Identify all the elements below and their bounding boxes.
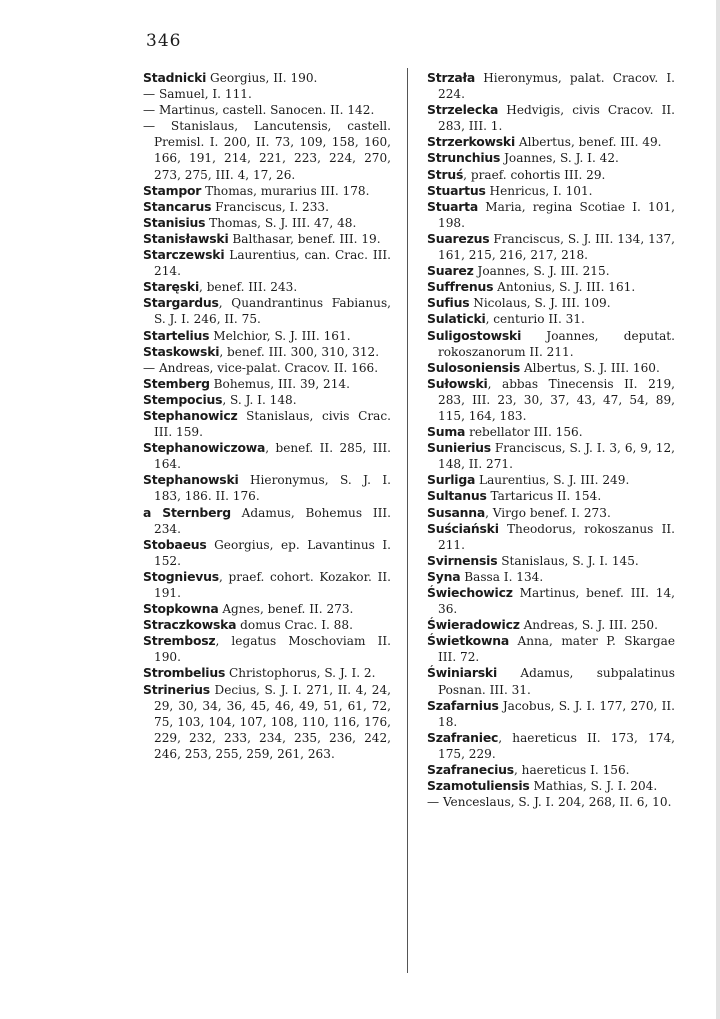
entry-text: , Quandrantinus Fabianus, S. J. I. 246, II. 75.	[154, 296, 391, 327]
index-entry	[427, 328, 675, 360]
entry-text: Antonius, S. J. III. 161.	[493, 280, 636, 295]
entry-headword: Strzała	[427, 70, 476, 85]
entry-headword: Straczkowska	[143, 617, 237, 633]
entry-headword: Stampor	[143, 182, 202, 198]
index-entry	[143, 408, 391, 440]
entry-text: — Stanislaus, Lancutensis, castell. Premisl. I. 200, II. 73, 109, 158, 160, 166, 191, 214, 221, 223, 224, 270, 273, 275, III. 4, 17, 26.	[143, 119, 391, 182]
entry-headword: Stempocius	[143, 391, 223, 407]
entry-text: , legatus Moschoviam II. 190.	[154, 634, 391, 665]
index-entry	[143, 617, 391, 633]
index-entry	[143, 537, 391, 569]
entry-text: Franciscus, I. 233.	[211, 199, 329, 214]
entry-headword: Świetkowna	[427, 633, 509, 649]
index-entry	[427, 633, 675, 665]
entry-headword: Suffrenus	[427, 279, 494, 295]
index-entry	[143, 247, 391, 279]
entry-text: Balthasar, benef. III. 19.	[228, 231, 381, 246]
index-entry	[143, 569, 391, 601]
entry-text: , benef. II. 285, III. 164.	[154, 441, 391, 472]
entry-text: Maria, regina Scotiae I. 101, 198.	[438, 199, 675, 230]
page-edge	[716, 0, 720, 1019]
entry-text: Bassa I. 134.	[460, 569, 544, 584]
index-entry	[143, 665, 391, 681]
entry-text: Georgius, ep. Lavantinus I. 152.	[154, 537, 391, 568]
entry-headword: Stanisius	[143, 214, 206, 230]
index-entry	[427, 279, 675, 295]
entry-headword: a Sternberg	[143, 504, 231, 520]
entry-headword: Szafranecius	[427, 762, 514, 778]
index-entry	[427, 521, 675, 553]
entry-headword: Susanna	[427, 504, 486, 520]
entry-headword: Strzelecka	[427, 102, 499, 118]
entry-headword: Suściański	[427, 520, 499, 536]
entry-headword: Stargardus	[143, 295, 219, 311]
entry-text: Jacobus, S. J. I. 177, 270, II. 18.	[438, 698, 675, 729]
entry-text: , haereticus II. 173, 174, 175, 229.	[438, 730, 675, 761]
index-entry	[143, 70, 391, 86]
entry-headword: Stancarus	[143, 198, 212, 214]
entry-headword: Stephanowicz	[143, 407, 238, 423]
page-number: 346	[146, 31, 182, 51]
entry-text: Decius, S. J. I. 271, II. 4, 24, 29, 30, 34, 36, 45, 46, 49, 51, 61, 72, 75, 103, 104, 107, 108, 110, 116, 176, 229, 232, 233, 234, 235, 236, 242, 246, 253, 255, 259, 261, 263.	[154, 682, 391, 761]
index-entry	[143, 231, 391, 247]
index-entry	[143, 601, 391, 617]
entry-headword: Startelius	[143, 327, 210, 343]
entry-headword: Staskowski	[143, 343, 220, 359]
entry-text: Hedvigis, civis Cracov. II. 283, III. 1.	[438, 103, 675, 134]
index-entry	[143, 118, 391, 182]
index-entry	[427, 778, 675, 794]
index-entry	[427, 665, 675, 697]
index-entry	[427, 505, 675, 521]
entry-headword: Suligostowski	[427, 327, 522, 343]
index-entry	[143, 360, 391, 376]
index-entry	[143, 199, 391, 215]
entry-headword: Strombelius	[143, 665, 226, 681]
entry-text: , Virgo benef. I. 273.	[485, 505, 611, 520]
entry-headword: Stuartus	[427, 182, 486, 198]
entry-text: , praef. cohort. Kozakor. II. 191.	[154, 569, 391, 600]
index-entry	[427, 440, 675, 472]
entry-text: , abbas Tinecensis II. 219, 283, III. 23, 30, 37, 43, 47, 54, 89, 115, 164, 183.	[438, 376, 675, 423]
index-entry	[143, 183, 391, 199]
index-entry	[143, 472, 391, 504]
entry-headword: Staręski	[143, 279, 199, 295]
entry-text: Stanislaus, civis Crac. III. 159.	[154, 408, 391, 440]
index-entry	[143, 215, 391, 231]
entry-headword: Strunchius	[427, 150, 501, 166]
entry-headword: Szafraniec	[427, 729, 499, 745]
entry-headword: Stognievus	[143, 568, 219, 584]
entry-text: Theodorus, rokoszanus II. 211.	[438, 521, 675, 552]
entry-text: — Martinus, castell. Sanocen. II. 142.	[143, 103, 375, 118]
index-entry	[427, 150, 675, 166]
entry-headword: Struś	[427, 166, 464, 182]
column-divider	[407, 68, 408, 973]
entry-headword: Szamotuliensis	[427, 778, 530, 794]
index-entry	[143, 328, 391, 344]
index-entry	[143, 86, 391, 102]
entry-headword: Suarez	[427, 263, 474, 279]
index-column-left	[143, 70, 391, 762]
index-entry	[427, 102, 675, 134]
entry-text: Melchior, S. J. III. 161.	[209, 328, 351, 343]
index-entry	[427, 794, 675, 810]
index-entry	[143, 633, 391, 665]
entry-headword: Stephanowiczowa	[143, 440, 266, 456]
index-entry	[427, 183, 675, 199]
entry-text: Adamus, subpalatinus Posnan. III. 31.	[438, 666, 675, 697]
index-entry	[427, 376, 675, 424]
entry-headword: Sunierius	[427, 440, 491, 456]
index-entry	[427, 617, 675, 633]
entry-text: Hieronymus, palat. Cracov. I. 224.	[438, 71, 675, 102]
index-entry	[427, 199, 675, 231]
entry-headword: Sufius	[427, 295, 470, 311]
entry-headword: Świniarski	[427, 665, 498, 681]
entry-headword: Stobaeus	[143, 536, 207, 552]
index-entry	[427, 295, 675, 311]
index-entry	[427, 231, 675, 263]
index-entry	[143, 279, 391, 295]
entry-text: , S. J. I. 148.	[222, 392, 297, 407]
entry-text: Anna, mater P. Skargae III. 72.	[438, 634, 675, 665]
entry-text: Christophorus, S. J. I. 2.	[225, 666, 376, 681]
entry-headword: Stopkowna	[143, 601, 219, 617]
entry-text: domus Crac. I. 88.	[236, 618, 353, 633]
entry-headword: Suma	[427, 424, 466, 440]
entry-text: Franciscus, S. J. I. 3, 6, 9, 12, 148, II. 271.	[438, 441, 675, 472]
index-entry	[143, 295, 391, 327]
entry-text: Joannes, S. J. III. 215.	[473, 264, 610, 279]
index-entry	[427, 698, 675, 730]
index-entry	[427, 70, 675, 102]
entry-text: Tartaricus II. 154.	[486, 489, 602, 504]
index-entry	[427, 730, 675, 762]
entry-text: Hieronymus, S. J. I. 183, 186. II. 176.	[154, 473, 391, 504]
entry-text: Stanislaus, S. J. I. 145.	[497, 553, 639, 568]
entry-headword: Strinerius	[143, 681, 210, 697]
entry-text: Albertus, benef. III. 49.	[515, 135, 662, 150]
entry-text: Mathias, S. J. I. 204.	[529, 779, 658, 794]
entry-headword: Strembosz	[143, 633, 216, 649]
entry-headword: Sulosoniensis	[427, 359, 521, 375]
entry-text: Andreas, S. J. III. 250.	[519, 618, 658, 633]
entry-headword: Świeradowicz	[427, 617, 520, 633]
entry-text: Georgius, II. 190.	[206, 71, 318, 85]
entry-text: , benef. III. 243.	[199, 280, 298, 295]
index-entry	[427, 134, 675, 150]
entry-text: Thomas, S. J. III. 47, 48.	[205, 215, 357, 230]
entry-text: Bohemus, III. 39, 214.	[209, 376, 350, 391]
index-entry	[143, 440, 391, 472]
entry-text: Joannes, S. J. I. 42.	[500, 151, 619, 166]
entry-headword: Suarezus	[427, 230, 490, 246]
entry-text: Nicolaus, S. J. III. 109.	[469, 296, 611, 311]
index-entry	[427, 263, 675, 279]
index-entry	[427, 472, 675, 488]
index-entry	[427, 167, 675, 183]
entry-headword: Stephanowski	[143, 472, 239, 488]
index-entry	[143, 392, 391, 408]
index-entry	[143, 505, 391, 537]
entry-text: Albertus, S. J. III. 160.	[520, 360, 660, 375]
index-entry	[427, 424, 675, 440]
entry-text: Franciscus, S. J. III. 134, 137, 161, 215, 216, 217, 218.	[438, 231, 675, 263]
entry-headword: Sulaticki	[427, 311, 486, 327]
entry-headword: Surliga	[427, 472, 476, 488]
entry-text: rebellator III. 156.	[465, 425, 583, 440]
entry-text: , centurio II. 31.	[485, 312, 585, 327]
entry-text: Agnes, benef. II. 273.	[218, 602, 354, 617]
entry-text: Laurentius, can. Crac. III. 214.	[154, 248, 391, 279]
entry-headword: Świechowicz	[427, 585, 513, 600]
index-entry	[143, 376, 391, 392]
entry-headword: Stadnicki	[143, 70, 207, 85]
index-entry	[143, 102, 391, 118]
index-entry	[143, 344, 391, 360]
entry-headword: Syna	[427, 568, 461, 584]
entry-headword: Strzerkowski	[427, 134, 516, 150]
index-entry	[427, 569, 675, 585]
index-entry	[143, 682, 391, 762]
entry-text: , praef. cohortis III. 29.	[463, 167, 606, 182]
index-entry	[427, 360, 675, 376]
entry-text: Adamus, Bohemus III. 234.	[154, 505, 392, 536]
index-entry	[427, 488, 675, 504]
entry-text: Thomas, murarius III. 178.	[201, 183, 370, 198]
index-entry	[427, 311, 675, 327]
entry-text: — Samuel, I. 111.	[143, 87, 252, 102]
index-column-right	[427, 70, 675, 810]
entry-text: , haereticus I. 156.	[513, 763, 630, 778]
entry-text: Henricus, I. 101.	[485, 183, 593, 198]
entry-headword: Szafarnius	[427, 697, 499, 713]
entry-headword: Starczewski	[143, 247, 225, 263]
entry-text: — Venceslaus, S. J. I. 204, 268, II. 6, 10.	[427, 795, 672, 810]
entry-headword: Svirnensis	[427, 552, 498, 568]
entry-headword: Stemberg	[143, 375, 210, 391]
entry-text: Martinus, benef. III. 14, 36.	[438, 586, 675, 617]
index-entry	[427, 585, 675, 617]
entry-headword: Sułowski	[427, 375, 488, 391]
entry-headword: Stanisławski	[143, 230, 229, 246]
index-entry	[427, 762, 675, 778]
index-entry	[427, 553, 675, 569]
entry-headword: Stuarta	[427, 198, 479, 214]
entry-text: Laurentius, S. J. III. 249.	[475, 473, 630, 488]
entry-headword: Sultanus	[427, 488, 487, 504]
entry-text: — Andreas, vice-palat. Cracov. II. 166.	[143, 360, 379, 375]
entry-text: Joannes, deputat. rokoszanorum II. 211.	[438, 328, 675, 359]
entry-text: , benef. III. 300, 310, 312.	[219, 344, 380, 359]
